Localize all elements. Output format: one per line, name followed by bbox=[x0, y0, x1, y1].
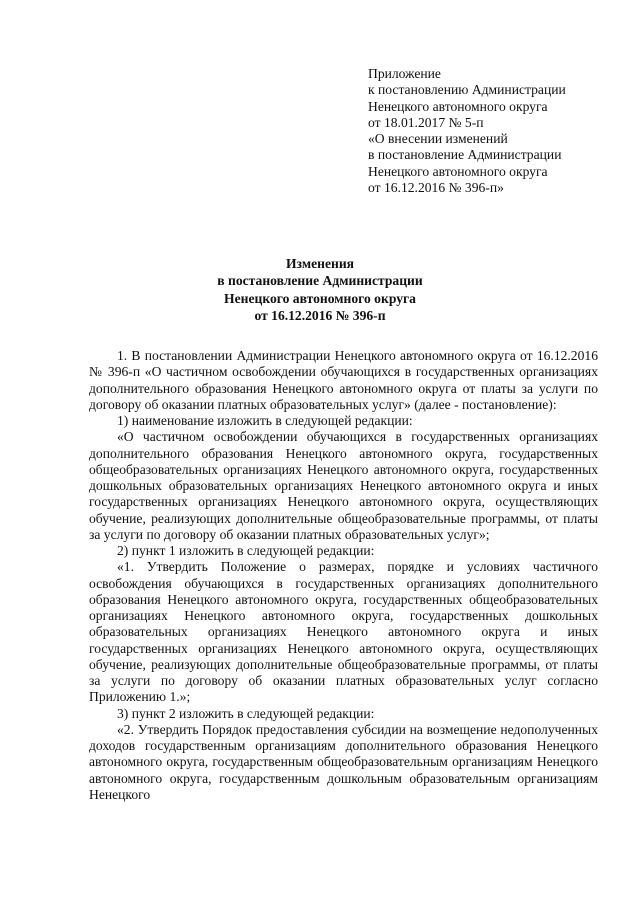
paragraph-3: «О частичном освобождении обучающихся в государственных организациях дополнительного образования Ненецкого автономного округа, государственных общеобразовательных организациях Ненецкого автономного округа, государственных дошкольных образовательных организациях Ненецкого автономного округа и иных государственных организациях Ненецкого автономного округа, осуществляющих обучение, реализующих дополнительные общеобразовательные программы, от платы за услуги по договору об оказании платных образовательных услуг»; bbox=[89, 429, 598, 542]
annex-line: от 18.01.2017 № 5-п bbox=[368, 114, 484, 130]
annex-line: в постановление Администрации bbox=[368, 147, 562, 163]
paragraph-5: «1. Утвердить Положение о размерах, порядке и условиях частичного освобождения обучающихся в государственных организациях дополнительного образования Ненецкого автономного округа, государственных общеобразовательных организациях Ненецкого автономного округа, государственных дошкольных образовательных организациях Ненецкого автономного округа и иных государственных организациях Ненецкого автономного округа, осуществляющих обучение, реализующих дополнительные общеобразовательные программы, от платы за услуги по договору об оказании платных образовательных услуг согласно Приложению 1.»; bbox=[89, 559, 598, 705]
annex-line: Ненецкого автономного округа bbox=[368, 98, 548, 114]
title-line: Ненецкого автономного округа bbox=[224, 290, 416, 306]
title-line: в постановление Администрации bbox=[217, 273, 423, 289]
annex-line: «О внесении изменений bbox=[368, 131, 508, 147]
annex-line: к постановлению Администрации bbox=[368, 82, 566, 98]
document-title bbox=[0, 255, 640, 324]
annex-line: Приложение bbox=[368, 66, 441, 81]
annex-header bbox=[368, 66, 628, 196]
paragraph-7: «2. Утвердить Порядок предоставления субсидии на возмещение недополученных доходов государственным организациям дополнительного образования Ненецкого автономного округа, государственным общеобразовательным организациям Ненецкого автономного округа, государственным дошкольным образовательным организациям Ненецкого bbox=[89, 721, 598, 802]
title-line: Изменения bbox=[285, 256, 355, 271]
document-body bbox=[89, 348, 598, 803]
title-line: от 16.12.2016 № 396-п bbox=[254, 307, 386, 323]
paragraph-1: 1. В постановлении Администрации Ненецкого автономного округа от 16.12.2016 № 396-п «О частичном освобождении обучающихся в государственных организациях дополнительного образования Ненецкого автономного округа от платы за услуги по договору об оказании платных образовательных услуг» (далее - постановление): bbox=[89, 348, 598, 412]
annex-line: от 16.12.2016 № 396-п» bbox=[368, 180, 504, 196]
paragraph-2: 1) наименование изложить в следующей редакции: bbox=[117, 413, 413, 428]
paragraph-4: 2) пункт 1 изложить в следующей редакции: bbox=[117, 543, 375, 558]
annex-line: Ненецкого автономного округа bbox=[368, 163, 548, 179]
paragraph-6: 3) пункт 2 изложить в следующей редакции: bbox=[117, 705, 375, 721]
